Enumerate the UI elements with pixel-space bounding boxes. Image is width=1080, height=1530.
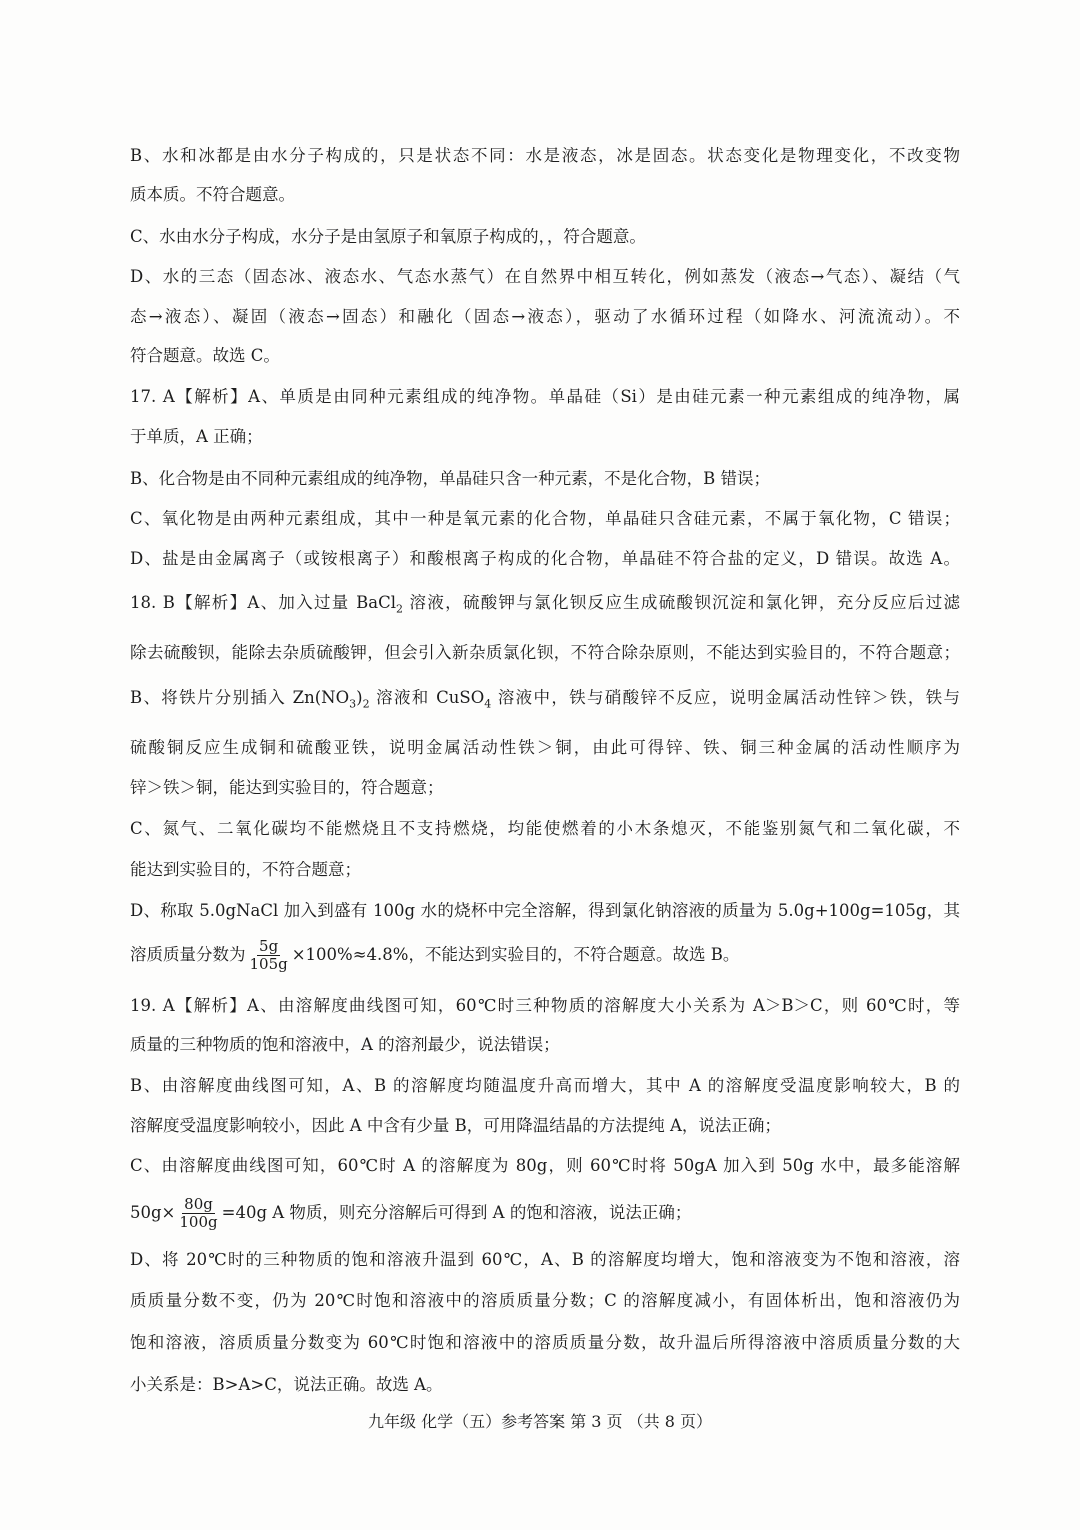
text-line: C、由溶解度曲线图可知，60℃时 A 的溶解度为 80g，则 60℃时将 50gA 加入到 50g 水中，最多能溶解	[130, 1156, 960, 1175]
text-line: D、称取 5.0gNaCl 加入到盛有 100g 水的烧杯中完全溶解，得到氯化钠溶液的质量为 5.0g+100g=105g，其	[130, 901, 960, 920]
text-line: 质质量分数不变，仍为 20℃时饱和溶液中的溶质质量分数；C 的溶解度减小，有固体析出，饱和溶液仍为	[130, 1291, 960, 1310]
question-17-line: 17. A【解析】A、单质是由同种元素组成的纯净物。单晶硅（Si）是由硅元素一种元素组成的纯净物，属	[130, 387, 960, 406]
text-line: 锌＞铁＞铜，能达到实验目的，符合题意；	[130, 778, 444, 797]
page-footer: 九年级 化学（五）参考答案 第 3 页 （共 8 页）	[368, 1412, 712, 1431]
text-line: B、水和冰都是由水分子构成的，只是状态不同：水是液态，冰是固态。状态变化是物理变化，不改变物	[130, 146, 960, 165]
text-line: 符合题意。故选 C。	[130, 346, 280, 365]
text-line: 溶质质量分数为 $\frac{5g}{105g}$ ×100%≈4.8%，不能达到实验目的，不符合题意。故选 B。	[130, 937, 740, 973]
text-line: 能达到实验目的，不符合题意；	[130, 860, 361, 879]
text-line: 态→液态）、凝固（液态→固态）和融化（固态→液态），驱动了水循环过程（如降水、河流流动）。不	[130, 307, 960, 326]
question-18-line: 18. B【解析】A、加入过量 BaCl$_2$ 溶液，硫酸钾与氯化钡反应生成硫酸钡沉淀和氯化钾，充分反应后过滤	[130, 593, 960, 616]
text-line: B、由溶解度曲线图可知，A、B 的溶解度均随温度升高而增大，其中 A 的溶解度受温度影响较大，B 的	[130, 1076, 960, 1095]
text-line: 于单质，A 正确；	[130, 427, 263, 446]
text-line: 质量的三种物质的饱和溶液中，A 的溶剂最少，说法错误；	[130, 1035, 560, 1054]
text-line: 硫酸铜反应生成铜和硫酸亚铁，说明金属活动性铁＞铜，由此可得锌、铁、铜三种金属的活动性顺序为	[130, 738, 960, 757]
text-line: D、盐是由金属离子（或铵根离子）和酸根离子构成的化合物，单晶硅不符合盐的定义，D 错误。故选 A。	[130, 549, 960, 568]
text-line: 溶解度受温度影响较小，因此 A 中含有少量 B，可用降温结晶的方法提纯 A，说法正确；	[130, 1116, 781, 1135]
text-line: D、将 20℃时的三种物质的饱和溶液升温到 60℃，A、B 的溶解度均增大，饱和溶液变为不饱和溶液，溶	[130, 1250, 960, 1269]
text-line: C、氧化物是由两种元素组成，其中一种是氧元素的化合物，单晶硅只含硅元素，不属于氧化物，C 错误；	[130, 509, 960, 528]
text-line: 50g× $\frac{80g}{100g}$ =40g A 物质，则充分溶解后可得到 A 的饱和溶液，说法正确；	[130, 1195, 692, 1231]
text-line: 质本质。不符合题意。	[130, 185, 295, 204]
fraction: $\frac{5g}{105g}$	[249, 937, 288, 973]
text-line: C、水由水分子构成，水分子是由氢原子和氧原子构成的，，符合题意。	[130, 227, 646, 246]
fraction: $\frac{80g}{100g}$	[179, 1195, 218, 1231]
text-line: 饱和溶液，溶质质量分数变为 60℃时饱和溶液中的溶质质量分数，故升温后所得溶液中溶质质量分数的大	[130, 1333, 960, 1352]
text-line: C、氮气、二氧化碳均不能燃烧且不支持燃烧，均能使燃着的小木条熄灭，不能鉴别氮气和二氧化碳，不	[130, 819, 960, 838]
text-line: B、化合物是由不同种元素组成的纯净物，单晶硅只含一种元素，不是化合物，B 错误；	[130, 469, 770, 488]
text-line: B、将铁片分别插入 $Zn(NO_3)_2$ 溶液和 CuSO$_4$ 溶液中，铁与硝酸锌不反应，说明金属活动性锌＞铁，铁与	[130, 688, 960, 711]
text-line: 除去硫酸钡，能除去杂质硫酸钾，但会引入新杂质氯化钡，不符合除杂原则，不能达到实验目的，不符合题意；	[130, 643, 960, 662]
question-19-line: 19. A【解析】A、由溶解度曲线图可知，60℃时三种物质的溶解度大小关系为 A＞B＞C，则 60℃时，等	[130, 996, 960, 1015]
text-line: 小关系是：B>A>C，说法正确。故选 A。	[130, 1375, 443, 1394]
text-line: D、水的三态（固态冰、液态水、气态水蒸气）在自然界中相互转化，例如蒸发（液态→气态）、凝结（气	[130, 267, 960, 286]
